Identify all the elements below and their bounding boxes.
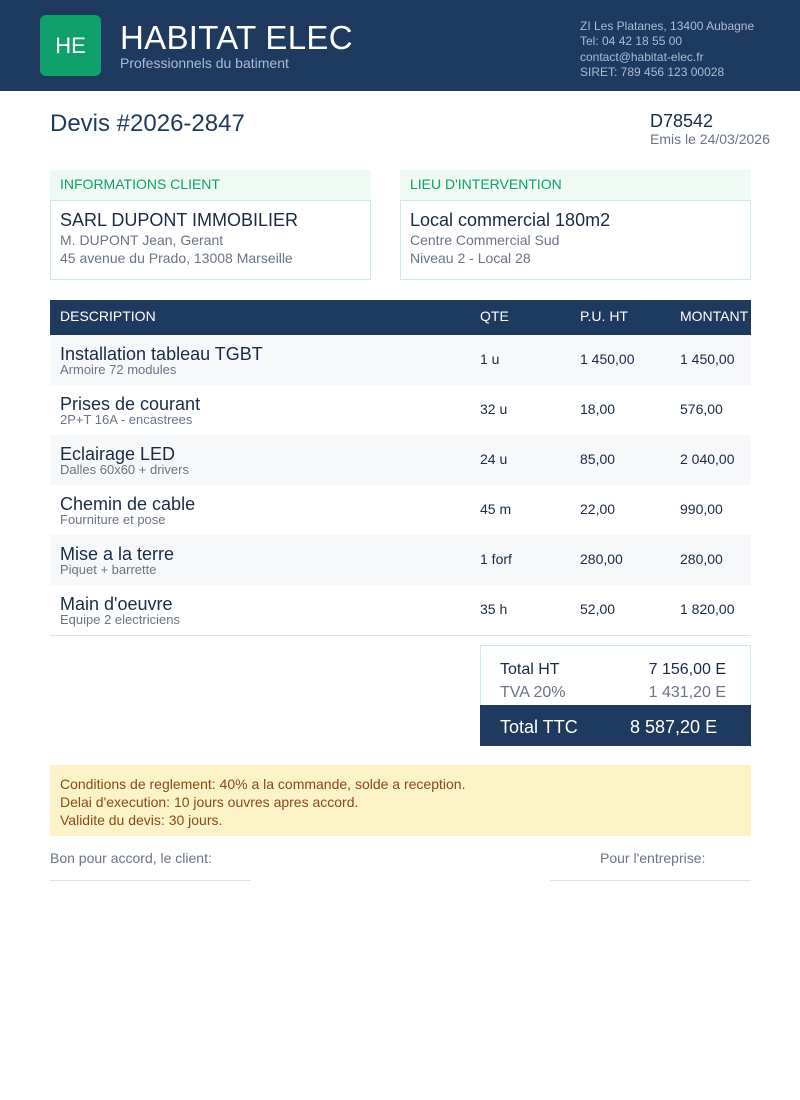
column-header-amount: MONTANT: [680, 308, 749, 324]
row-unit-price: 52,00: [580, 601, 616, 617]
client-signature-line: [50, 880, 251, 881]
site-info-box: [400, 200, 751, 280]
row-title: Mise a la terre: [60, 544, 175, 564]
row-title: Chemin de cable: [60, 494, 196, 514]
row-amount: 280,00: [680, 551, 723, 567]
tva-label: TVA 20%: [500, 684, 566, 701]
quote-issue-date: Emis le 24/03/2026: [650, 131, 770, 147]
total-ht-label: Total HT: [500, 661, 560, 678]
total-ttc-value: 8 587,20 E: [630, 717, 718, 737]
company-tagline: Professionnels du batiment: [120, 55, 289, 71]
site-info-heading: LIEU D'INTERVENTION: [400, 170, 751, 201]
client-info-heading: INFORMATIONS CLIENT: [50, 170, 371, 201]
row-subtitle: Piquet + barrette: [60, 562, 157, 577]
row-unit-price: 85,00: [580, 451, 616, 467]
row-amount: 2 040,00: [680, 451, 735, 467]
table-bottom-divider: [50, 635, 751, 636]
payment-conditions-note: [50, 765, 751, 836]
row-qty: 45 m: [480, 501, 512, 517]
row-qty: 35 h: [480, 601, 508, 617]
row-title: Prises de courant: [60, 394, 201, 414]
company-signature-line: [550, 880, 751, 881]
company-name: HABITAT ELEC: [120, 19, 353, 56]
company-siret: SIRET: 789 456 123 00028: [580, 64, 725, 79]
row-qty: 32 u: [480, 401, 508, 417]
table-row: [50, 535, 751, 585]
row-title: Installation tableau TGBT: [60, 344, 263, 364]
quote-validity: Validite du devis: 30 jours.: [60, 812, 223, 828]
company-contact: [580, 19, 754, 80]
client-signature-label: Bon pour accord, le client:: [50, 850, 212, 866]
row-amount: 576,00: [680, 401, 723, 417]
table-row: [50, 385, 751, 435]
table-row: [50, 485, 751, 535]
row-subtitle: Fourniture et pose: [60, 512, 166, 527]
table-row: [50, 585, 751, 635]
table-row: [50, 435, 751, 485]
row-subtitle: Armoire 72 modules: [60, 362, 177, 377]
company-signature-label: Pour l'entreprise:: [600, 850, 706, 866]
row-amount: 1 450,00: [680, 351, 735, 367]
company-header: [0, 0, 800, 91]
company-phone: Tel: 04 42 18 55 00: [580, 34, 683, 49]
row-title: Main d'oeuvre: [60, 594, 173, 614]
row-unit-price: 22,00: [580, 501, 616, 517]
items-table-header: [50, 300, 751, 335]
row-title: Eclairage LED: [60, 444, 176, 464]
row-qty: 24 u: [480, 451, 508, 467]
row-subtitle: Dalles 60x60 + drivers: [60, 462, 189, 477]
payment-terms: Conditions de reglement: 40% a la commande, solde a reception.: [60, 776, 466, 792]
client-info-box: [50, 200, 371, 280]
company-email: contact@habitat-elec.fr: [580, 49, 704, 64]
company-logo: HE: [40, 15, 101, 76]
row-subtitle: 2P+T 16A - encastrees: [60, 412, 193, 427]
quote-reference: D78542: [650, 111, 714, 131]
site-name: Local commercial 180m2: [410, 210, 611, 230]
totals-box: [480, 645, 751, 746]
row-unit-price: 18,00: [580, 401, 616, 417]
row-unit-price: 280,00: [580, 551, 623, 567]
row-qty: 1 u: [480, 351, 500, 367]
row-amount: 1 820,00: [680, 601, 735, 617]
page-title: Devis #2026-2847: [50, 110, 245, 137]
total-ttc-label: Total TTC: [500, 717, 578, 737]
column-header-qty: QTE: [480, 308, 509, 324]
site-unit: Niveau 2 - Local 28: [410, 250, 531, 266]
row-subtitle: Equipe 2 electriciens: [60, 612, 180, 627]
company-address: ZI Les Platanes, 13400 Aubagne: [580, 19, 755, 33]
total-ttc-bar: [480, 705, 751, 746]
column-header-description: DESCRIPTION: [60, 308, 156, 324]
client-name: SARL DUPONT IMMOBILIER: [60, 210, 299, 230]
tva-value: 1 431,20 E: [648, 684, 726, 701]
row-qty: 1 forf: [480, 551, 512, 567]
row-amount: 990,00: [680, 501, 723, 517]
total-ht-value: 7 156,00 E: [648, 661, 726, 678]
site-location: Centre Commercial Sud: [410, 232, 560, 248]
row-unit-price: 1 450,00: [580, 351, 635, 367]
execution-delay: Delai d'execution: 10 jours ouvres apres accord.: [60, 794, 359, 810]
table-row: [50, 335, 751, 385]
client-address: 45 avenue du Prado, 13008 Marseille: [60, 250, 293, 266]
client-contact: M. DUPONT Jean, Gerant: [60, 232, 224, 248]
column-header-unit-price: P.U. HT: [580, 308, 628, 324]
